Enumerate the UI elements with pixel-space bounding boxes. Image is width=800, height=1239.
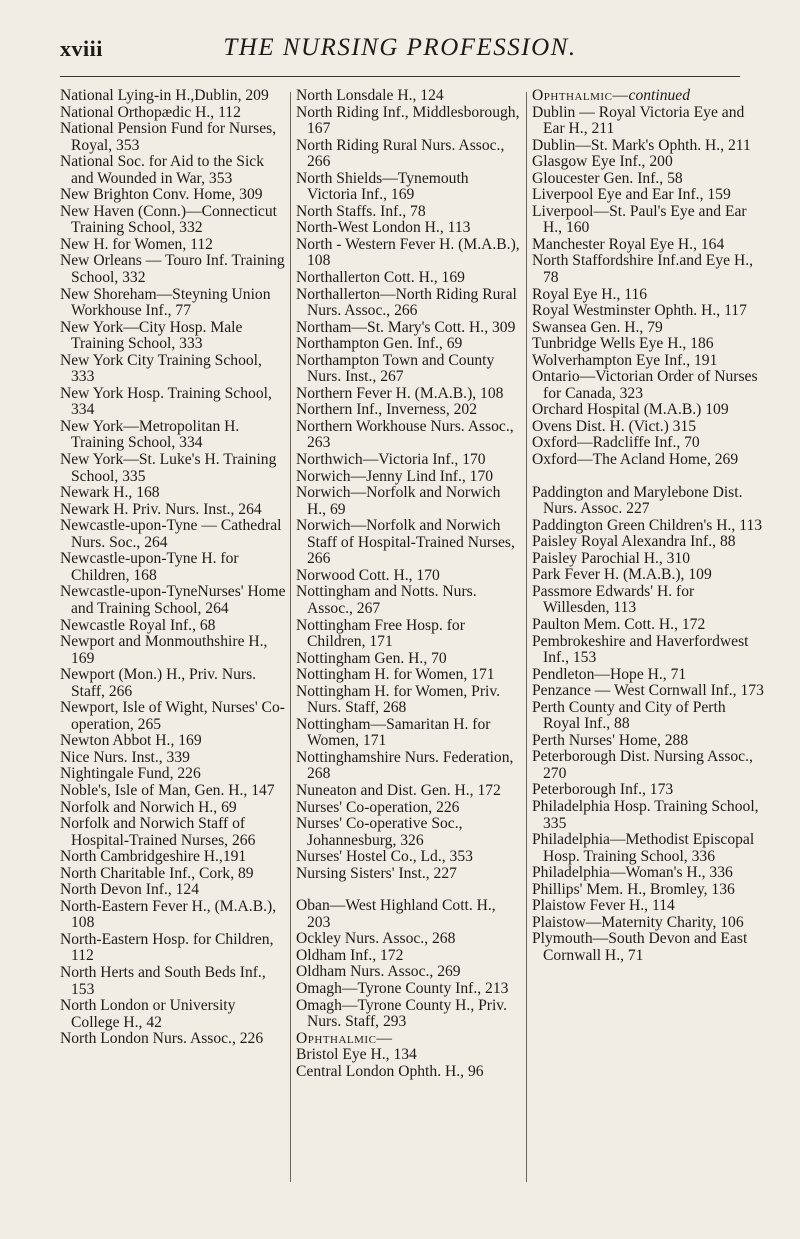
index-column-2 bbox=[296, 88, 522, 1080]
index-entry: Nottinghamshire Nurs. Federation, 268 bbox=[296, 748, 514, 783]
index-entry: Nurses' Co-operative Soc., Johannesburg, 326 bbox=[296, 815, 463, 849]
index-entry: Gloucester Gen. Inf., 58 bbox=[532, 169, 683, 187]
index-entry: Park Fever H. (M.A.B.), 109 bbox=[532, 566, 712, 584]
index-entry: Nottingham and Notts. Nurs. Assoc., 267 bbox=[296, 583, 477, 617]
index-entry: Newcastle Royal Inf., 68 bbox=[60, 616, 216, 634]
header-rule bbox=[60, 76, 740, 77]
index-entry: Pembrokeshire and Haverfordwest Inf., 153 bbox=[532, 632, 749, 667]
index-entry: Pendleton—Hope H., 71 bbox=[532, 665, 687, 683]
section-heading: Ophthalmic—continued bbox=[532, 87, 691, 104]
index-entry: Liverpool Eye and Ear Inf., 159 bbox=[532, 186, 731, 204]
index-entry: North Herts and South Beds Inf., 153 bbox=[60, 963, 266, 998]
index-entry: Norfolk and Norwich Staff of Hospital-Trained Nurses, 266 bbox=[60, 815, 256, 849]
index-entry: Plaistow—Maternity Charity, 106 bbox=[532, 913, 744, 931]
index-entry: Nice Nurs. Inst., 339 bbox=[60, 748, 190, 766]
index-entry: Norwich—Norfolk and Norwich H., 69 bbox=[296, 484, 501, 518]
index-entry: Ockley Nurs. Assoc., 268 bbox=[296, 930, 456, 948]
index-entry: Paisley Parochial H., 310 bbox=[532, 549, 691, 567]
index-entry: New York—Metropolitan H. Training School, 334 bbox=[60, 417, 240, 452]
index-entry: New Orleans — Touro Inf. Training School, 332 bbox=[60, 252, 285, 287]
column-divider bbox=[290, 92, 291, 1182]
index-entry: Penzance — West Cornwall Inf., 173 bbox=[532, 682, 764, 700]
index-entry: Noble's, Isle of Man, Gen. H., 147 bbox=[60, 781, 275, 799]
index-entry: Nuneaton and Dist. Gen. H., 172 bbox=[296, 781, 501, 799]
page-number: xviii bbox=[60, 36, 103, 61]
index-entry: Newton Abbot H., 169 bbox=[60, 732, 202, 750]
index-entry: Perth Nurses' Home, 288 bbox=[532, 731, 689, 749]
index-entry: Newcastle-upon-Tyne H. for Children, 168 bbox=[60, 550, 239, 584]
index-entry: North Staffs. Inf., 78 bbox=[296, 202, 426, 220]
index-entry: National Orthopædic H., 112 bbox=[60, 103, 241, 121]
index-entry: Northwich—Victoria Inf., 170 bbox=[296, 451, 486, 469]
index-entry: Philadelphia—Woman's H., 336 bbox=[532, 864, 733, 882]
index-entry: Northern Workhouse Nurs. Assoc., 263 bbox=[296, 417, 514, 452]
index-entry: Bristol Eye H., 134 bbox=[296, 1046, 417, 1064]
index-entry: Oxford—The Acland Home, 269 bbox=[532, 451, 739, 469]
index-entry: New Haven (Conn.)—Connecticut Training School, 332 bbox=[60, 202, 277, 237]
index-entry: Oxford—Radcliffe Inf., 70 bbox=[532, 434, 700, 452]
index-entry: Glasgow Eye Inf., 200 bbox=[532, 153, 673, 171]
page-header bbox=[0, 0, 800, 80]
index-entry: Peterborough Inf., 173 bbox=[532, 781, 674, 799]
index-entry: Manchester Royal Eye H., 164 bbox=[532, 235, 725, 253]
index-entry: Northallerton—North Riding Rural Nurs. Assoc., 266 bbox=[296, 285, 517, 320]
index-entry: Central London Ophth. H., 96 bbox=[296, 1062, 484, 1080]
index-entry: Northam—St. Mary's Cott. H., 309 bbox=[296, 318, 516, 336]
index-entry: Newark H. Priv. Nurs. Inst., 264 bbox=[60, 500, 262, 518]
index-entry: Omagh—Tyrone County H., Priv. Nurs. Staff, 293 bbox=[296, 996, 507, 1031]
index-entry: Orchard Hospital (M.A.B.) 109 bbox=[532, 401, 729, 419]
column-divider bbox=[526, 92, 527, 1182]
index-entry: Newark H., 168 bbox=[60, 484, 160, 502]
index-entry: National Soc. for Aid to the Sick and Wounded in War, 353 bbox=[60, 153, 264, 187]
index-entry: Philadelphia Hosp. Training School, 335 bbox=[532, 797, 759, 832]
index-entry: North Lonsdale H., 124 bbox=[296, 87, 444, 104]
index-entry: Nurses' Co-operation, 226 bbox=[296, 798, 460, 816]
index-entry: Dublin—St. Mark's Ophth. H., 211 bbox=[532, 136, 751, 154]
index-entry: New Shoreham—Steyning Union Workhouse Inf., 77 bbox=[60, 285, 271, 320]
index-entry: Tunbridge Wells Eye H., 186 bbox=[532, 335, 714, 353]
index-entry: Paulton Mem. Cott. H., 172 bbox=[532, 615, 706, 633]
index-entry: Nottingham—Samaritan H. for Women, 171 bbox=[296, 715, 491, 750]
index-entry: North-West London H., 113 bbox=[296, 219, 471, 237]
index-entry: Philadelphia—Methodist Episcopal Hosp. Training School, 336 bbox=[532, 831, 755, 865]
index-entry: Norwood Cott. H., 170 bbox=[296, 566, 440, 584]
index-entry: Oldham Nurs. Assoc., 269 bbox=[296, 963, 461, 981]
index-entry: New York—St. Luke's H. Training School, 335 bbox=[60, 451, 277, 485]
index-entry: Newport, Isle of Wight, Nurses' Co-operation, 265 bbox=[60, 699, 285, 733]
index-entry: Nurses' Hostel Co., Ld., 353 bbox=[296, 848, 473, 866]
index-entry: Ontario—Victorian Order of Nurses for Canada, 323 bbox=[532, 368, 758, 402]
index-entry: Newport and Monmouthshire H., 169 bbox=[60, 633, 268, 667]
index-entry: Perth County and City of Perth Royal Inf., 88 bbox=[532, 698, 726, 733]
index-entry: Northampton Town and County Nurs. Inst., 267 bbox=[296, 351, 495, 386]
index-entry: Nottingham Gen. H., 70 bbox=[296, 649, 447, 667]
index-entry: National Pension Fund for Nurses, Royal, 353 bbox=[60, 120, 277, 154]
index-entry: Liverpool—St. Paul's Eye and Ear H., 160 bbox=[532, 202, 747, 237]
index-entry: New York Hosp. Training School, 334 bbox=[60, 384, 272, 419]
index-entry: New Brighton Conv. Home, 309 bbox=[60, 186, 263, 204]
index-entry: North-Eastern Fever H., (M.A.B.), 108 bbox=[60, 897, 277, 932]
index-entry: New H. for Women, 112 bbox=[60, 235, 213, 253]
index-entry: Newport (Mon.) H., Priv. Nurs. Staff, 266 bbox=[60, 666, 257, 700]
index-entry: Passmore Edwards' H. for Willesden, 113 bbox=[532, 582, 695, 617]
index-entry: North London Nurs. Assoc., 226 bbox=[60, 1030, 264, 1048]
index-entry: North - Western Fever H. (M.A.B.), 108 bbox=[296, 235, 520, 270]
index-entry: Paisley Royal Alexandra Inf., 88 bbox=[532, 533, 736, 551]
index-entry: New York—City Hosp. Male Training School, 333 bbox=[60, 318, 243, 353]
index-entry: Paddington and Marylebone Dist. Nurs. Assoc. 227 bbox=[532, 483, 743, 518]
index-entry: Ovens Dist. H. (Vict.) 315 bbox=[532, 417, 697, 435]
index-entry: North Riding Inf., Middlesborough, 167 bbox=[296, 103, 520, 138]
index-entry: Omagh—Tyrone County Inf., 213 bbox=[296, 979, 509, 997]
index-entry: Plymouth—South Devon and East Cornwall H., 71 bbox=[532, 930, 748, 964]
index-entry: Northern Fever H. (M.A.B.), 108 bbox=[296, 384, 504, 402]
index-entry: North Riding Rural Nurs. Assoc., 266 bbox=[296, 136, 505, 171]
index-column-1 bbox=[60, 88, 286, 1048]
index-entry: Oban—West Highland Cott. H., 203 bbox=[296, 897, 496, 931]
index-entry: Nottingham H. for Women, Priv. Nurs. Staff, 268 bbox=[296, 682, 501, 717]
index-entry: Nursing Sisters' Inst., 227 bbox=[296, 864, 457, 882]
index-entry: Plaistow Fever H., 114 bbox=[532, 897, 675, 915]
index-entry: Norwich—Jenny Lind Inf., 170 bbox=[296, 467, 494, 485]
index-entry: North Cambridgeshire H.,191 bbox=[60, 848, 247, 866]
index-entry: North Staffordshire Inf.and Eye H., 78 bbox=[532, 252, 754, 287]
index-entry: Northern Inf., Inverness, 202 bbox=[296, 401, 478, 419]
section-gap bbox=[532, 469, 764, 485]
index-entry: Swansea Gen. H., 79 bbox=[532, 318, 663, 336]
index-entry: North-Eastern Hosp. for Children, 112 bbox=[60, 930, 274, 965]
index-entry: Norwich—Norfolk and Norwich Staff of Hospital-Trained Nurses, 266 bbox=[296, 517, 515, 568]
index-entry: Dublin — Royal Victoria Eye and Ear H., 211 bbox=[532, 103, 745, 138]
index-entry: Oldham Inf., 172 bbox=[296, 946, 404, 964]
index-entry: North London or University College H., 42 bbox=[60, 997, 236, 1031]
index-entry: Newcastle-upon-TyneNurses' Home and Training School, 264 bbox=[60, 583, 286, 617]
index-entry: Wolverhampton Eye Inf., 191 bbox=[532, 351, 718, 369]
index-entry: Paddington Green Children's H., 113 bbox=[532, 516, 763, 534]
index-entry: Northampton Gen. Inf., 69 bbox=[296, 335, 463, 353]
index-entry: Nottingham Free Hosp. for Children, 171 bbox=[296, 616, 465, 651]
index-entry: Nottingham H. for Women, 171 bbox=[296, 666, 495, 684]
index-entry: North Charitable Inf., Cork, 89 bbox=[60, 864, 254, 882]
index-entry: North Devon Inf., 124 bbox=[60, 881, 200, 899]
index-entry: Newcastle-upon-Tyne — Cathedral Nurs. Soc., 264 bbox=[60, 517, 282, 551]
index-entry: New York City Training School, 333 bbox=[60, 351, 262, 386]
section-heading: Ophthalmic— bbox=[296, 1029, 393, 1047]
section-gap bbox=[296, 882, 522, 898]
index-column-3 bbox=[532, 88, 764, 964]
index-entry: National Lying-in H.,Dublin, 209 bbox=[60, 87, 269, 104]
index-entry: North Shields—Tynemouth Victoria Inf., 169 bbox=[296, 169, 469, 204]
index-entry: Royal Eye H., 116 bbox=[532, 285, 648, 303]
running-title: THE NURSING PROFESSION. bbox=[223, 34, 577, 61]
index-entry: Nightingale Fund, 226 bbox=[60, 765, 201, 783]
index-entry: Peterborough Dist. Nursing Assoc., 270 bbox=[532, 748, 753, 782]
index-entry: Royal Westminster Ophth. H., 117 bbox=[532, 302, 747, 320]
index-entry: Northallerton Cott. H., 169 bbox=[296, 269, 465, 287]
index-entry: Norfolk and Norwich H., 69 bbox=[60, 798, 237, 816]
index-entry: Phillips' Mem. H., Bromley, 136 bbox=[532, 880, 735, 898]
